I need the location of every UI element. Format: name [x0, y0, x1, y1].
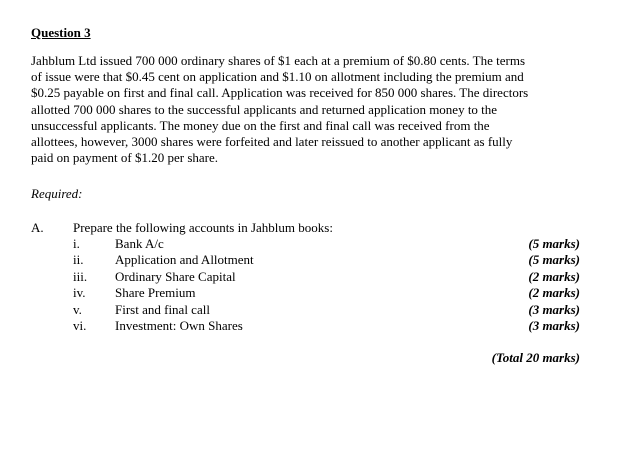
item-label: Investment: Own Shares	[115, 317, 243, 333]
item-number: vi.	[73, 317, 87, 333]
question-paragraph	[31, 53, 591, 166]
item-number: ii.	[73, 252, 84, 268]
paragraph-line: allotted 700 000 shares to the successful applicants and returned application money to the	[31, 101, 498, 117]
item-label: Bank A/c	[115, 236, 164, 251]
required-label: Required:	[31, 186, 83, 201]
paragraph-line: Jahblum Ltd issued 700 000 ordinary shares of $1 each at a premium of $0.80 cents. The terms	[31, 53, 526, 68]
paragraph-line: paid on payment of $1.20 per share.	[31, 150, 219, 166]
list-item	[73, 236, 583, 252]
total-marks: (Total 20 marks)	[491, 350, 580, 365]
paragraph-line: unsuccessful applicants. The money due on the first and final call was received from the	[31, 117, 490, 133]
paragraph-line: $0.25 payable on first and final call. Application was received for 850 000 shares. The directors	[31, 85, 529, 101]
section-letter: A.	[31, 220, 44, 235]
item-label: First and final call	[115, 301, 210, 317]
item-number: iii.	[73, 268, 88, 284]
account-list	[73, 236, 583, 334]
item-label: Application and Allotment	[115, 252, 254, 268]
item-label: Share Premium	[115, 285, 196, 301]
paragraph-line: allottees, however, 3000 shares were forfeited and later reissued to another applicant as fully	[31, 134, 513, 150]
item-marks: (3 marks)	[528, 317, 580, 333]
paragraph-line: of issue were that $0.45 cent on application and $1.10 on allotment including the premium and	[31, 69, 524, 85]
item-marks: (5 marks)	[528, 236, 580, 251]
item-marks: (3 marks)	[528, 301, 580, 317]
question-heading: Question 3	[31, 25, 91, 40]
section-instruction: Prepare the following accounts in Jahblum books:	[73, 220, 333, 235]
item-number: iv.	[73, 285, 86, 301]
list-item	[73, 302, 583, 318]
list-item	[73, 318, 583, 334]
item-marks: (2 marks)	[528, 268, 580, 284]
list-item	[73, 285, 583, 301]
item-number: i.	[73, 236, 80, 251]
item-marks: (2 marks)	[528, 285, 580, 301]
list-item	[73, 252, 583, 268]
item-label: Ordinary Share Capital	[115, 268, 236, 284]
item-number: v.	[73, 301, 82, 317]
list-item	[73, 269, 583, 285]
item-marks: (5 marks)	[528, 252, 580, 268]
